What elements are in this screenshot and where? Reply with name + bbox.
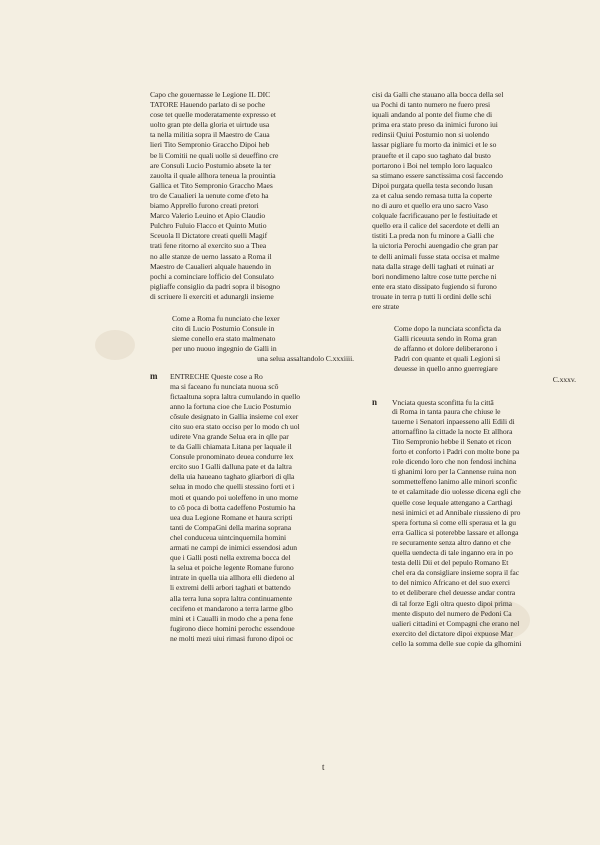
- text-line: erra Gallica si poterebbe lassare et allonga: [392, 527, 519, 537]
- right-column: [372, 90, 594, 649]
- text-line: spera fortuna sì come elli speraua et la gu: [392, 517, 516, 527]
- text-line: ualieri cittadini et Compagni che erano nel: [392, 618, 520, 628]
- text-line: lassar pigliare fu morto da inimici et le so: [372, 140, 497, 150]
- text-line: pigliaffe consiglio da padri sopra il bisogno: [150, 281, 281, 291]
- text-line: fictaaltuna sopra laltra cumulando in quello: [170, 391, 301, 401]
- text-line: prauefte et il capo suo taghato dal busto: [372, 150, 491, 160]
- text-line: nata dalla strage delli taghati et ruinati ar: [372, 261, 494, 271]
- text-line: te delli animali fusse stata occisa et malme: [372, 251, 500, 261]
- text-line: trati fene ritorno al exercito suo a Thea: [150, 241, 267, 251]
- text-line: chel conduceua uintcinquemila homini: [170, 532, 287, 542]
- text-line: ere strate: [372, 301, 400, 311]
- text-line: ercito suo I Galli dalluna pate et da laltra: [170, 462, 292, 472]
- left-paragraph-2: [150, 382, 372, 644]
- text-line: armati ne campi de inimici essendosi adun: [170, 543, 298, 553]
- right-paragraph-2-first-line: [372, 397, 594, 407]
- text-line: tauerne i Senatori inpaesseno alli Edili di: [392, 416, 515, 426]
- text-line: tro de Caualieri la uenute come d'eto ha: [150, 190, 269, 200]
- text-line: exercito del dictatore dipoi expuose Mar: [392, 628, 513, 638]
- text-line: moti et quando poi uoleffeno in uno mome: [170, 492, 298, 502]
- text-line: trouate in terra p tutti li ordini delle schi: [372, 291, 492, 301]
- text-line: ente era stato dissipato fugiendo si furono: [372, 281, 497, 291]
- right-paragraph-1: [372, 90, 594, 312]
- text-line: sa stimano essere sanctissima cosi faccendo: [372, 170, 503, 180]
- left-paragraph-2-first-line: [150, 371, 372, 381]
- left-chapter-rubric: [150, 314, 372, 364]
- text-line: la uictoria Perochi auengadio che gran par: [372, 241, 499, 251]
- text-line: Come dopo la nunciata sconfiƈta da: [394, 324, 501, 334]
- text-line: tistiti La preda non fu minore a Galli che: [372, 231, 494, 241]
- text-line: di tal forze Egli oltra questo dipoi prima: [392, 598, 513, 608]
- text-line: Marco Valerio Leuino et Apio Claudio: [150, 211, 266, 221]
- text-line: forto et conforto i Padri con molte bone pa: [392, 447, 520, 457]
- text-line: attornaffino la cittade la nocte Et allhora: [392, 426, 513, 436]
- text-line: zauolta il quale allhora teneua la prouintia: [150, 170, 276, 180]
- text-line: Come a Roma fu nunciato che lexer: [172, 313, 280, 323]
- text-line: Padri con quante et quali Legioni si: [394, 354, 501, 364]
- text-line: que i Galli posti nella extrema bocca del: [170, 553, 291, 563]
- text-line: di Roma in tanta paura che chiuse le: [392, 406, 501, 416]
- left-paragraph-1: [150, 90, 372, 302]
- left-initial-guide-letter: m: [150, 371, 158, 382]
- text-line: chel era da consigliare insieme sopra il fac: [392, 568, 520, 578]
- text-line: be li Comitii ne quali uolle si deueffino cre: [150, 150, 279, 160]
- text-line: ne molti mezi uiui rimasi furono dipoi oc: [170, 633, 294, 643]
- text-line: Consule pronominato deuea condurre lex: [170, 452, 294, 462]
- text-line: no alle stanze de uerno lassato a Roma il: [150, 251, 272, 261]
- right-paragraph-2: [372, 407, 594, 649]
- text-line: za et calua sendo remasa tutta la coperte: [372, 190, 493, 200]
- text-line: una selua assaltandolo C.xxxiiii.: [257, 354, 354, 364]
- text-line: uea dua Legione Romane et haura scripti: [170, 512, 293, 522]
- text-line: to del nimico Africano et del suo exerci: [392, 578, 510, 588]
- text-line: testa delli Dii et del pepulo Romano Et: [392, 558, 509, 568]
- text-line: quelle cose lequale attengano a Carthagi: [392, 497, 513, 507]
- text-line: Gallica et Tito Sempronio Graccho Maes: [150, 180, 273, 190]
- text-line: TATORE Hauendo parlato di se poche: [150, 100, 266, 110]
- text-line: to cō poca di botta cadeffeno Postumio ha: [170, 502, 296, 512]
- text-line: per uno nuouo ingegnio de Galli in: [172, 344, 277, 354]
- right-initial-guide-letter: n: [372, 396, 377, 407]
- text-line: ua Pochi di tanto numero ne fuero presi: [372, 100, 491, 110]
- text-line: are Consuli Lucio Postumio absete la ter: [150, 160, 272, 170]
- right-chapter-rubric: [372, 324, 594, 385]
- text-line: colquale facrificauano per le festiuitade et: [372, 211, 498, 221]
- text-line: Capo che gouernasse le Legione IL DIC: [150, 90, 271, 99]
- text-line: Galli riceuuta sendo in Roma gran: [394, 334, 497, 344]
- first-line-text: ENTRECHE Queste cose a Ro: [170, 372, 263, 382]
- text-line: udirete Vna grande Selua era in qlle par: [170, 432, 289, 441]
- text-line: biamo Apprello furono creati pretori: [150, 201, 259, 211]
- text-line: to et deliberare chel deuesse andar contra: [392, 588, 516, 598]
- text-line: anno la fortuna cioe che Lucio Postumio: [170, 401, 292, 411]
- text-line: uolto gran pte della gloria et uirtude usa: [150, 120, 270, 130]
- text-line: ma si faceano fu nunciata nuoua scō: [170, 381, 279, 391]
- text-line: cito di Lucio Postumio Consule in: [172, 324, 275, 334]
- text-line: sieme conello era stato malmenato: [172, 334, 276, 344]
- text-line: li extremi delli arbori taghati et battendo: [170, 583, 291, 593]
- text-line: cello la somma delle sue copie da glhomini: [392, 638, 522, 648]
- text-line: tanti de CompaGni della marina soprana: [170, 522, 292, 532]
- text-line: Tito Sempronio hebbe il Senato et ricon: [392, 437, 512, 446]
- text-line: ti ghanimi loro per la Cannense ruina non: [392, 467, 517, 477]
- left-column: [150, 90, 372, 644]
- text-line: alla terra luna sopra laltra continuamente: [170, 593, 293, 603]
- text-line: prima era stato preso da inimici furono iui: [372, 120, 498, 130]
- text-line: sommetteffeno lanimo alle minori sconfic: [392, 477, 518, 487]
- text-line: te et calamitade dio uolesse dicena egli che: [392, 487, 521, 497]
- text-line: intrate in quella uia allhora elli diedeno al: [170, 573, 295, 583]
- text-line: role dicendo loro che non fendosi inchina: [392, 457, 517, 467]
- text-line: Pulchro Fuluio Flacco et Quinto Mutio: [150, 221, 267, 231]
- text-line: C.xxxv.: [552, 374, 576, 384]
- text-line: fugirono diece homini perochc essendoue: [170, 623, 295, 633]
- text-line: quella uendecta di tale inganno era in po: [392, 548, 513, 558]
- text-line: di scriuere li exerciti et adunargli insieme: [150, 291, 274, 301]
- text-line: portarono i Boi nel templo loro laqualco: [372, 160, 493, 170]
- text-line: ta nella militia sopra il Maestro de Caua: [150, 130, 270, 140]
- text-line: Dipoi purgata quella testa secondo lusan: [372, 180, 493, 190]
- text-line: re securamente senza altro danno et che: [392, 537, 511, 547]
- text-line: quello era il calice del sacerdote et delli an: [372, 221, 500, 231]
- text-line: la selua et poiche legente Romane furono: [170, 563, 294, 573]
- text-line: bori nondimeno laltre cose tutte perche ni: [372, 271, 497, 281]
- text-line: cose tet quelle moderatamente expresso et: [150, 110, 276, 120]
- text-line: cisi da Galli che stauano alla bocca della sel: [372, 90, 504, 99]
- text-line: cito suo era stato occiso per lo modo ch uol: [170, 421, 300, 431]
- text-line: iquali andando al ponte del fiume che di: [372, 110, 493, 120]
- text-line: te da Galli chiamata Litana per laquale il: [170, 442, 292, 452]
- text-line: selua in modo che quelli stessino forti et i: [170, 482, 295, 492]
- paper-stain: [95, 330, 135, 360]
- text-line: no di auro et quello era uno sacro Vaso: [372, 201, 489, 211]
- folio-mark: t: [322, 762, 325, 772]
- text-line: Maestro de Caualieri alquale hauendo in: [150, 261, 271, 271]
- text-line: nesi inimici et ad Annibale riussieno di pro: [392, 507, 521, 517]
- text-line: cecifeno et mandarono a terra larme glbo: [170, 603, 293, 613]
- text-line: lieri Tito Sempronio Graccho Dipoi heb: [150, 140, 270, 150]
- first-line-text: Vnciata questa sconfitta fu la cittā: [392, 397, 494, 407]
- text-line: deuesse in quello anno guerregiare: [394, 364, 498, 374]
- text-line: de affanno et dolore deliberarono i: [394, 344, 498, 354]
- text-line: mini et i Caualli in modo che a pena fene: [170, 613, 293, 623]
- text-line: mente disputo del numero de Pedoni Ca: [392, 608, 512, 618]
- text-line: pochi a cominciare lofficio del Consulato: [150, 271, 274, 281]
- text-line: Sceuola Il Dictatore creati quelli Magif: [150, 231, 268, 241]
- text-line: redinsii Quiui Postumio non si uolendo: [372, 130, 490, 140]
- text-line: cōsule designato in Gallia insieme col exer: [170, 411, 299, 421]
- text-line: della uia haueano taghato gliarbori di qlla: [170, 472, 295, 482]
